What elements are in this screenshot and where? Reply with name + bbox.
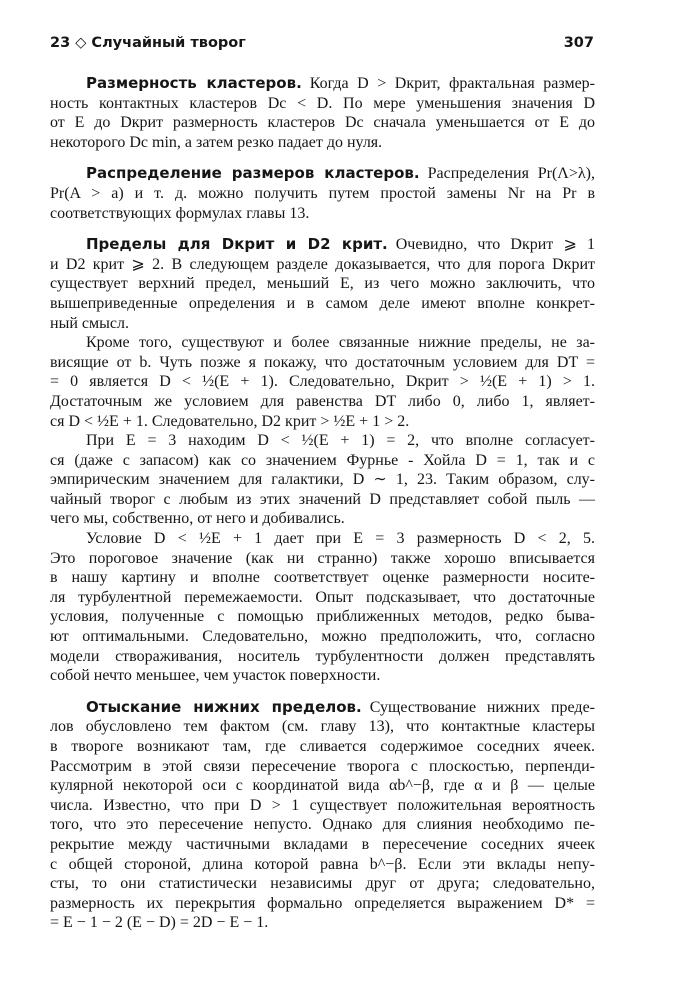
running-header [50,35,594,55]
section-heading: Распределение размеров кластеров. [86,164,420,183]
paragraph-cluster-dimension: Размерность кластеров. Когда D > Dкрит, фрактальная размер- ность контактных кластеров Dc < D. По мере уменьшения значения D от E до Dкрит размерность кластеров Dc сначала уменьшается от E до некоторого Dc min, а затем резко падает до нуля. [50,74,595,151]
section-heading: Пределы для Dкрит и D2 крит. [86,235,388,254]
chapter-title: 23 ◇ Случайный творог [50,35,246,51]
paragraph-threshold-condition: Условие D < ½E + 1 дает при E = 3 размерность D < 2, 5. Это пороговое значение (как ни странно) также хорошо вписывается в нашу картину и вполне соответствует оценке размерности носите- ля турбулентной перемежаемости. Опыт подсказывает, что достаточные условия, полученные с помощью приближенных методов, редко быва- ют оптимальными. Следовательно, можно предположить, что, согласно модели створаживания, носитель турбулентности должен представлять собой нечто меньшее, чем участок поверхности. [50,530,595,685]
paragraph-limits: Пределы для Dкрит и D2 крит. Очевидно, что Dкрит ⩾ 1 и D2 крит ⩾ 2. В следующем разделе доказывается, что для порога Dкрит существует верхний предел, меньший E, из чего можно заключить, что вышеприведенные определения и в самом деле имеют вполне конкрет- ный смысл. [50,235,596,332]
page-number: 307 [563,35,594,51]
paragraph-lower-bounds-b: Кроме того, существуют и более связанные нижние пределы, не за- висящие от b. Чуть позже я покажу, что достаточным условием для DT = = 0 является D < ½(E + 1). Следовательно, Dкрит > ½(E + 1) > 1. Достаточным же условием для равенства DT либо 0, либо 1, являет- ся D < ½E + 1. Следовательно, D2 крит > ½E + 1 > 2. [50,334,595,430]
page-body [50,74,595,933]
paragraph-cluster-size-distribution: Распределение размеров кластеров. Распределения Pr(Λ>λ), Pr(A > a) и т. д. можно получить путем простой замены Nr на Pr в соответствующих формулах главы 13. [50,164,595,222]
paragraph-finding-lower-bounds: Отыскание нижних пределов. Существование нижних преде- лов обусловлено тем фактом (см. главу 13), что контактные кластеры в твороге возникают там, где сливается содержимое соседних ячеек. Рассмотрим в этой связи пересечение творога с плоскостью, перпенди- кулярной некоторой оси с координатой вида αb^−β, где α и β — целые числа. Известно, что при D > 1 существует положительная вероятность того, что это пересечение непусто. Однако для слияния необходимо пе- рекрытие между частичными вкладами в пересечение соседних ячеек с общей стороной, длина которой равна b^−β. Если эти вклады непу- сты, то они статистически независимы друг от друга; следовательно, размерность их перекрытия формально определяется выражением D* = = E − 1 − 2 (E − D) = 2D − E − 1. [50,697,595,932]
section-heading: Размерность кластеров. [86,74,302,92]
section-heading: Отыскание нижних пределов. [86,697,362,716]
paragraph-e-equals-3: При E = 3 находим D < ½(E + 1) = 2, что вполне согласует- ся (даже с запасом) как со значением Фурнье - Хойла D = 1, так и с эмпирическим значением для галактики, D ∼ 1, 23. Таким образом, слу- чайный творог с любым из этих значений D представляет собой пыль — чего мы, собственно, от него и добивались. [50,432,595,528]
